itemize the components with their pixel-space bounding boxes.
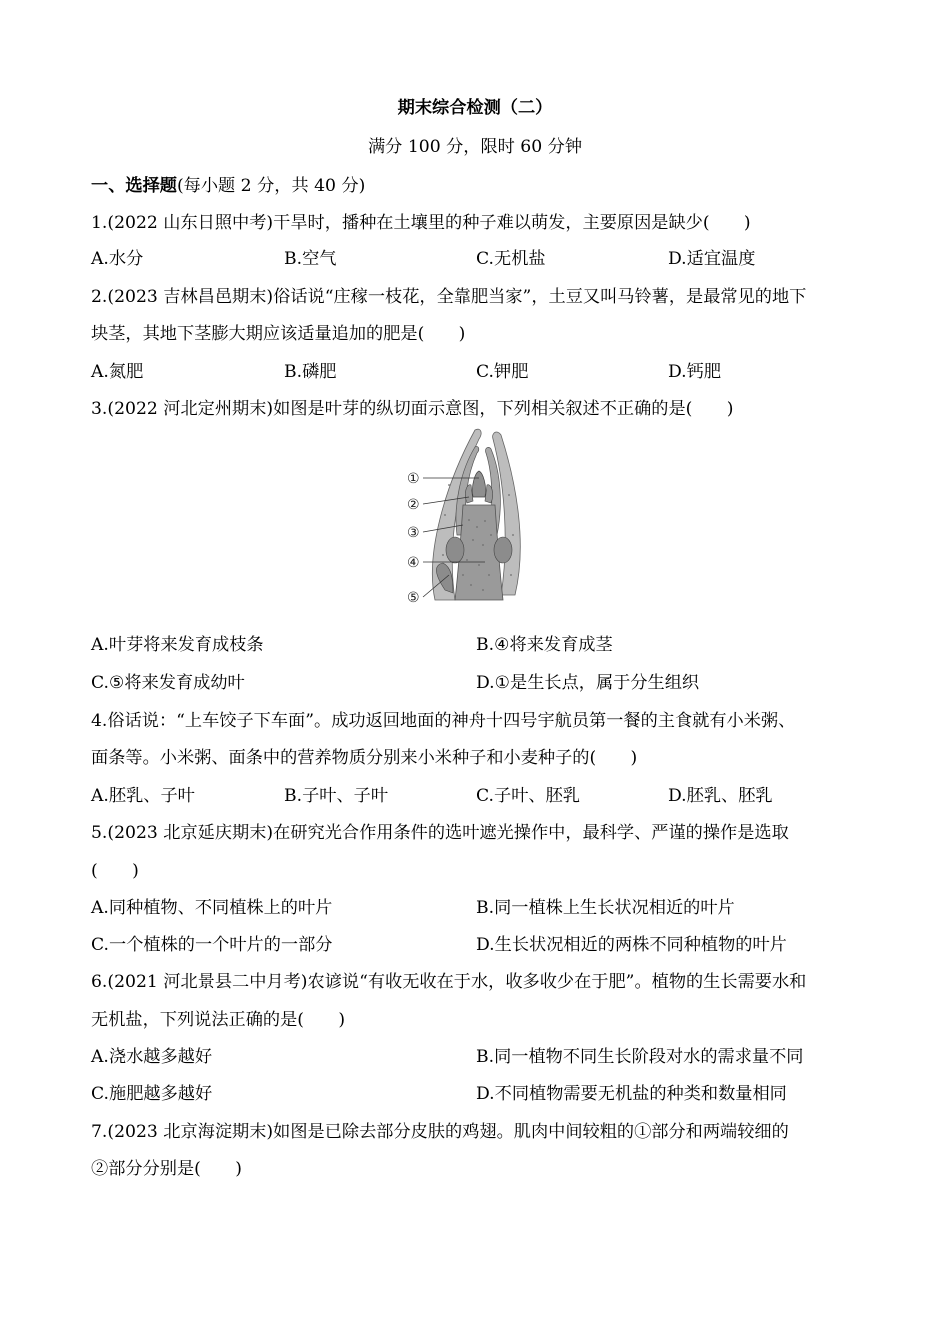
q2-option-b: B.磷肥 (284, 362, 337, 382)
q5-option-d: D.生长状况相近的两株不同种植物的叶片 (476, 935, 787, 955)
leaf-bud-figure (405, 425, 545, 625)
q2-option-c: C.钾肥 (476, 362, 529, 382)
q3-option-c: C.⑤将来发育成幼叶 (91, 673, 245, 693)
q5-stem-line2: ( ) (91, 861, 139, 881)
fig-label-2: ② (407, 497, 420, 513)
q3-option-d: D.①是生长点，属于分生组织 (476, 673, 700, 693)
q1-option-b: B.空气 (284, 249, 337, 269)
fig-label-5: ⑤ (407, 590, 420, 606)
q5-stem-line1: 5.(2023 北京延庆期末)在研究光合作用条件的选叶遮光操作中，最科学、严谨的操作是选取 (91, 823, 789, 843)
q3-stem: 3.(2022 河北定州期末)如图是叶芽的纵切面示意图，下列相关叙述不正确的是( ) (91, 399, 734, 419)
q1-stem: 1.(2022 山东日照中考)干旱时，播种在土壤里的种子难以萌发，主要原因是缺少( ) (91, 213, 751, 233)
q1-option-c: C.无机盐 (476, 249, 546, 269)
q4-stem-line1: 4.俗话说：“上车饺子下车面”。成功返回地面的神舟十四号宇航员第一餐的主食就有小米粥、 (91, 711, 796, 731)
q6-stem-line1: 6.(2021 河北景县二中月考)农谚说“有收无收在于水，收多收少在于肥”。植物的生长需要水和 (91, 972, 807, 992)
section-heading: 一、选择题 (91, 176, 177, 196)
axillary-bud-left (446, 537, 464, 563)
growing-point (472, 471, 485, 497)
q4-option-a: A.胚乳、子叶 (91, 786, 195, 806)
q4-option-b: B.子叶、子叶 (284, 786, 389, 806)
q4-option-d: D.胚乳、胚乳 (668, 786, 773, 806)
q6-option-c: C.施肥越多越好 (91, 1084, 213, 1104)
q5-option-a: A.同种植物、不同植株上的叶片 (91, 898, 333, 918)
q3-option-a: A.叶芽将来发育成枝条 (91, 635, 264, 655)
q2-stem-line1: 2.(2023 吉林昌邑期末)俗话说“庄稼一枝花，全靠肥当家”，土豆又叫马铃薯，是最常见的地下 (91, 287, 807, 307)
page-title: 期末综合检测（二） (397, 98, 553, 118)
q6-option-a: A.浇水越多越好 (91, 1047, 213, 1067)
section-heading-line (91, 175, 365, 197)
page-subtitle: 满分 100 分，限时 60 分钟 (367, 137, 583, 157)
q2-stem-line2: 块茎，其地下茎膨大期应该适量追加的肥是( ) (91, 324, 466, 344)
axillary-bud-right (494, 537, 512, 563)
fig-label-1: ① (407, 471, 420, 487)
q4-stem-line2: 面条等。小米粥、面条中的营养物质分别来小米种子和小麦种子的( ) (91, 748, 638, 768)
q2-option-a: A.氮肥 (91, 362, 144, 382)
leaf-primordium-left (465, 485, 473, 503)
q7-stem-line1: 7.(2023 北京海淀期末)如图是已除去部分皮肤的鸡翅。肌肉中间较粗的①部分和两端较细的 (91, 1122, 789, 1142)
q6-option-b: B.同一植物不同生长阶段对水的需求量不同 (476, 1047, 804, 1067)
q2-option-d: D.钙肥 (668, 362, 722, 382)
q1-option-a: A.水分 (91, 249, 144, 269)
leaf-primordium-right (485, 485, 493, 503)
fig-label-3: ③ (407, 525, 420, 541)
q1-option-d: D.适宜温度 (668, 249, 756, 269)
q3-option-b: B.④将来发育成茎 (476, 635, 613, 655)
fig-label-4: ④ (407, 555, 420, 571)
section-note: (每小题 2 分，共 40 分) (176, 176, 366, 196)
q7-stem-line2: ②部分分别是( ) (91, 1159, 242, 1179)
q5-option-c: C.一个植株的一个叶片的一部分 (91, 935, 333, 955)
q6-option-d: D.不同植物需要无机盐的种类和数量相同 (476, 1084, 787, 1104)
q6-stem-line2: 无机盐，下列说法正确的是( ) (91, 1010, 346, 1030)
q4-option-c: C.子叶、胚乳 (476, 786, 580, 806)
q5-option-b: B.同一植株上生长状况相近的叶片 (476, 898, 735, 918)
